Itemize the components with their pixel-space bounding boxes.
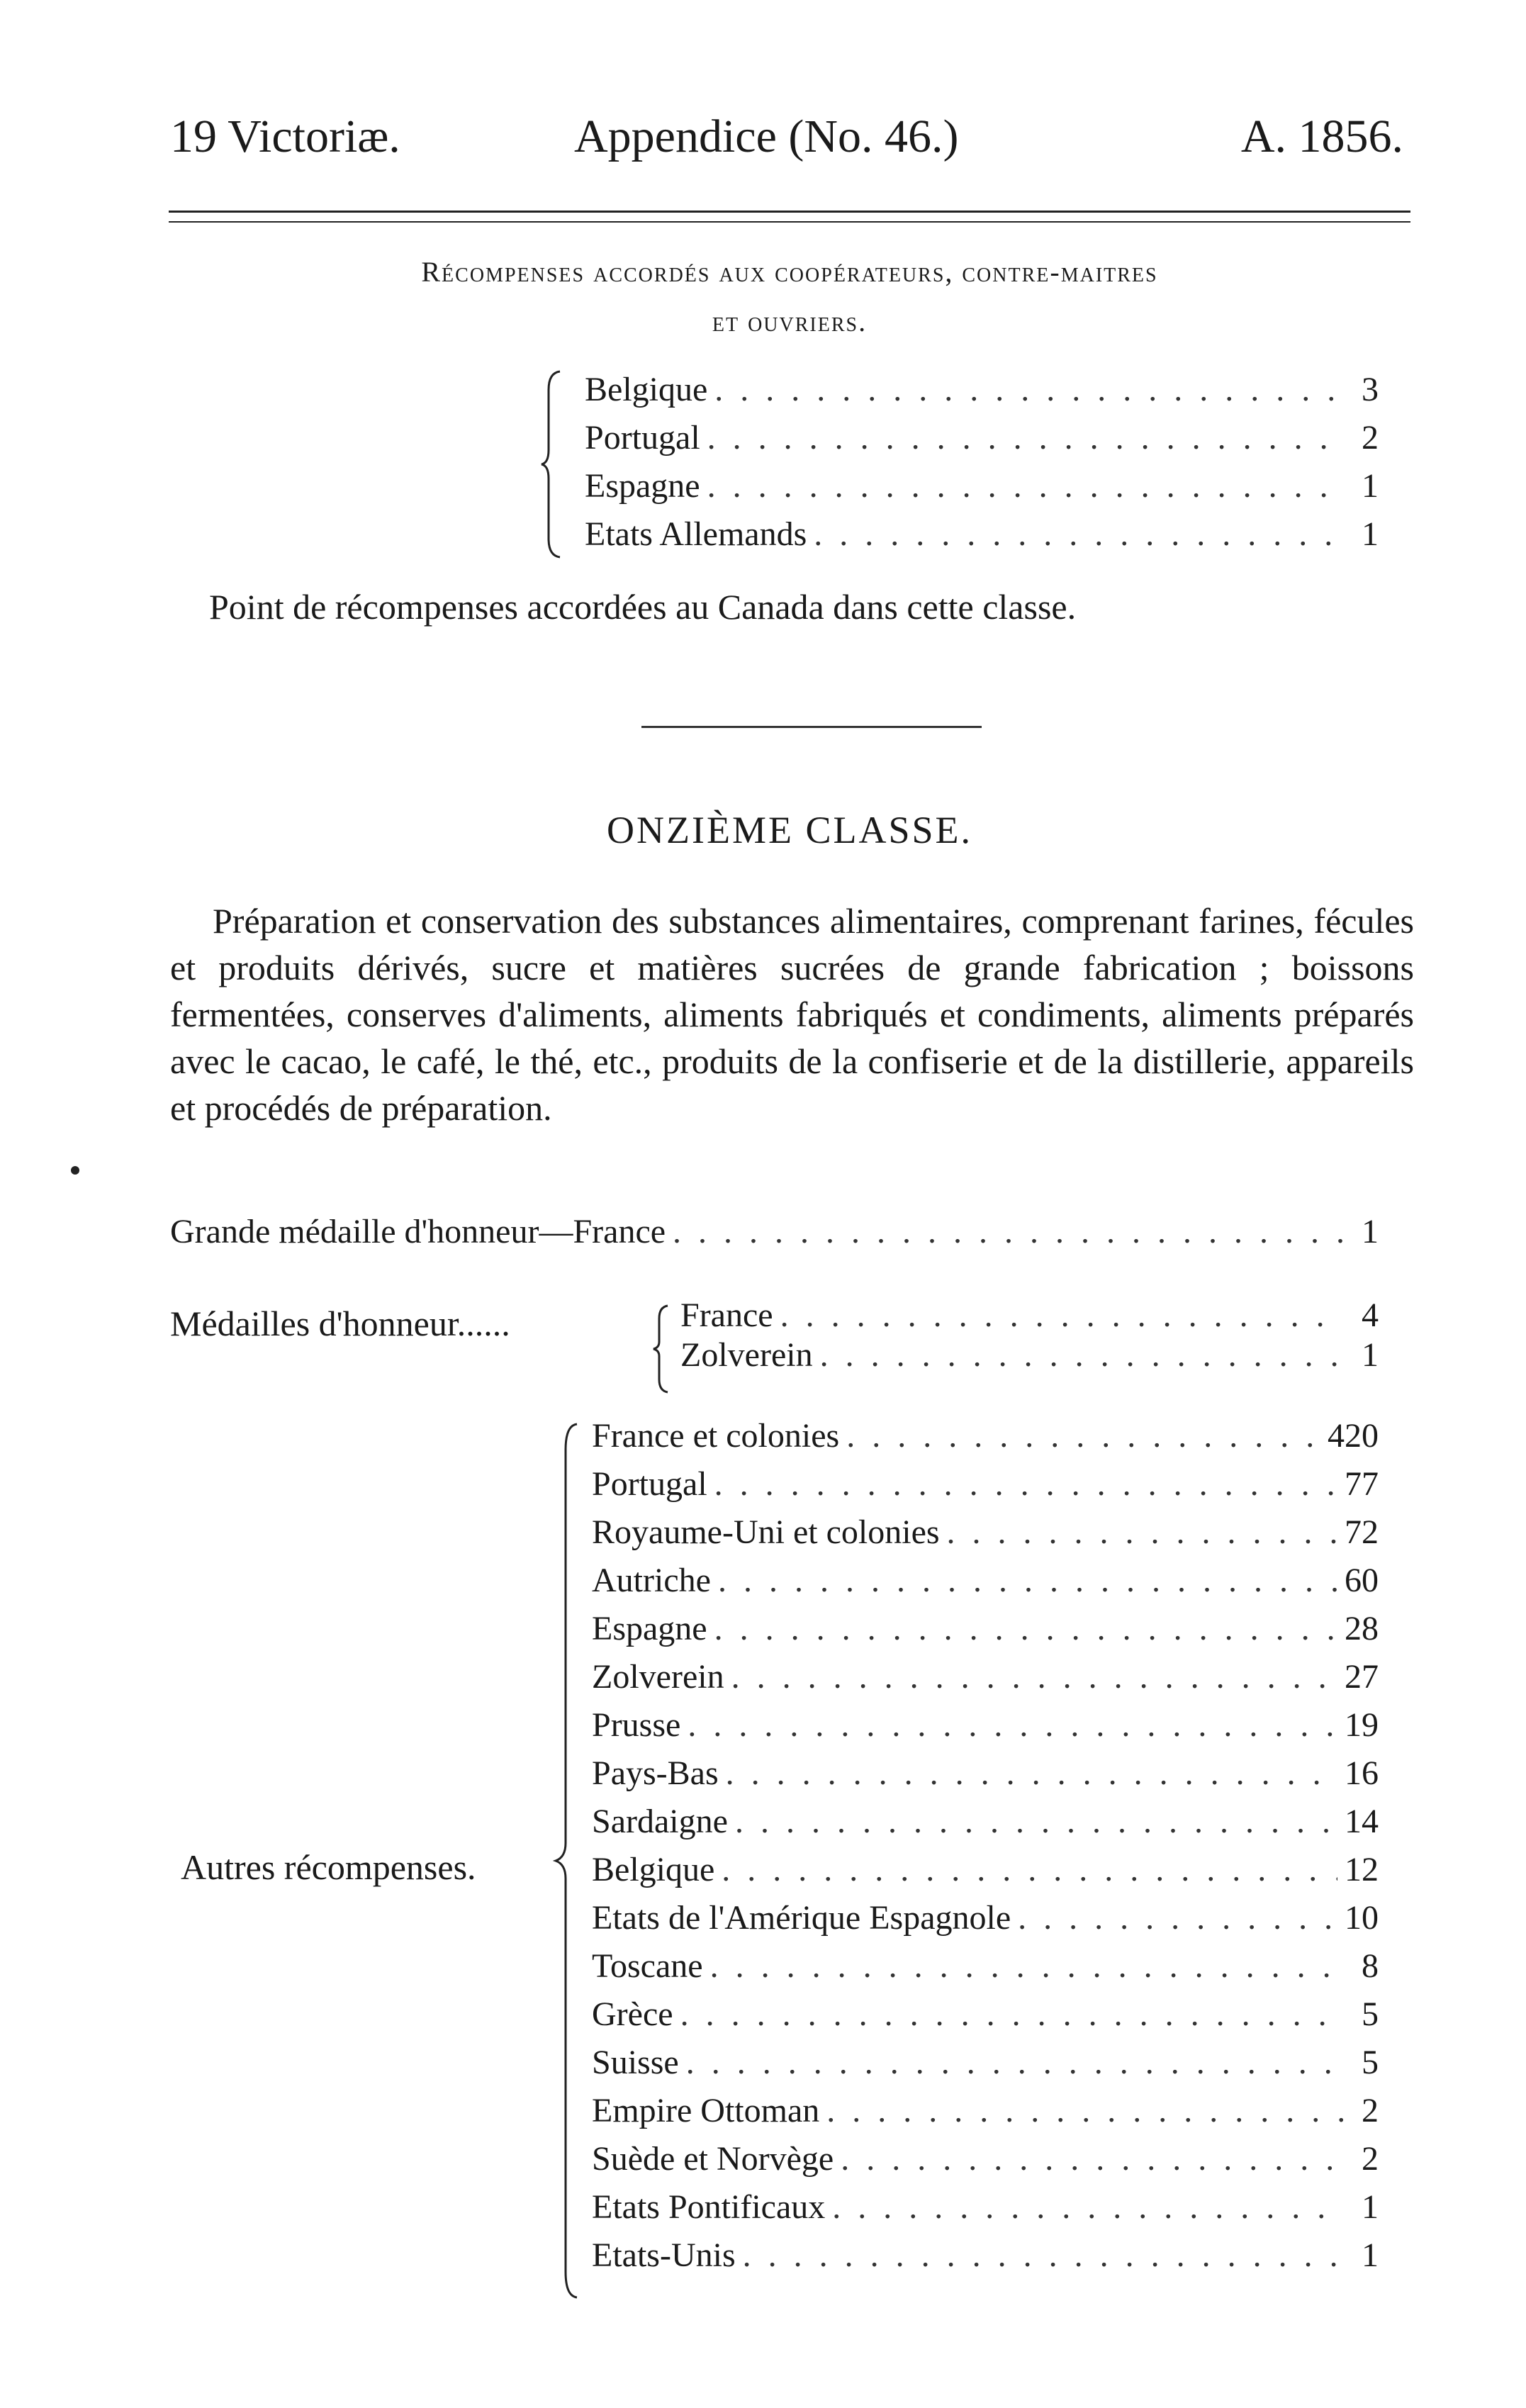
list-item-value: 27 [1345,1658,1379,1696]
list-item-value: 77 [1345,1465,1379,1503]
list-item [592,2091,1379,2137]
list-item-label: Zolverein [680,1336,813,1374]
list-item-value: 1 [1362,2236,1379,2274]
list-item-label: Espagne [592,1610,707,1647]
list-item-label: Zolverein [592,1658,724,1696]
list-item [592,1995,1379,2040]
list-item-label: Etats Allemands [585,515,807,553]
list-item-label: Portugal [585,419,700,457]
list-item-label: Empire Ottoman [592,2092,820,2129]
list-item-label: Pays-Bas [592,1754,719,1792]
class-description [170,897,1414,1131]
list-item-value: 1 [1362,467,1379,505]
list-item-label: Prusse [592,1706,681,1744]
list-item-label: Autriche [592,1562,711,1599]
list-item [592,2043,1379,2088]
running-header [163,110,1410,167]
leader-dots [726,1754,1337,1793]
list-item-value: 2 [1362,2140,1379,2178]
leader-dots [814,515,1343,554]
medailles-brace [651,1303,672,1397]
list-item-value: 60 [1345,1562,1379,1599]
list-item [592,1850,1379,1895]
list-item-value: 8 [1362,1947,1379,1985]
list-item-value: 16 [1345,1754,1379,1792]
leader-dots [680,1995,1343,2034]
list-item-value: 5 [1362,1995,1379,2033]
list-item-value: 2 [1362,2092,1379,2129]
leader-dots [686,2043,1343,2082]
leader-dots [722,1850,1337,1889]
list-item [592,2139,1379,2185]
list-item-label: Portugal [592,1465,707,1503]
list-item [592,1561,1379,1606]
curly-brace-icon [651,1303,672,1395]
leader-dots [735,1802,1337,1841]
grande-medaille-value: 1 [1362,1213,1379,1250]
list-item [592,1802,1379,1847]
header-year: A. 1856. [1240,111,1403,162]
list-item-value: 5 [1362,2044,1379,2081]
list-item [680,1296,1379,1341]
list-item [592,1513,1379,1558]
list-item-label: Espagne [585,467,700,505]
list-item-label: Royaume-Uni et colonies [592,1513,940,1551]
leader-dots [820,1335,1343,1374]
list-item-label: Etats-Unis [592,2236,736,2274]
list-item [680,1335,1379,1381]
leader-dots [780,1296,1343,1335]
list-item-label: Sardaigne [592,1803,728,1840]
leader-dots [707,418,1343,457]
grande-medaille-row [170,1212,1379,1258]
leader-dots [707,466,1343,505]
list-item [585,466,1379,512]
leader-dots [731,1657,1337,1696]
list-item-label: France [680,1297,773,1334]
list-item-value: 14 [1345,1803,1379,1840]
header-double-rule [169,211,1410,223]
list-item-label: Suisse [592,2044,679,2081]
list-item-value: 1 [1362,2188,1379,2226]
list-item-value: 12 [1345,1851,1379,1888]
medailles-label: Médailles d'honneur...... [170,1304,510,1343]
leader-dots [714,1465,1337,1503]
list-item [592,1898,1379,1944]
autres-label: Autres récompenses. [181,1847,476,1887]
class-title: ONZIÈME CLASSE. [607,809,972,851]
list-item-label: Etats de l'Amérique Espagnole [592,1899,1011,1937]
cooperateurs-title-line1: Récompenses accordés aux coopérateurs, contre-maitres [421,256,1158,288]
list-item-value: 2 [1362,419,1379,457]
leader-dots [832,2188,1343,2227]
class-description-text: Préparation et conservation des substances alimentaires, comprenant farines, fécules et produits dérivés, sucre et matières sucrées de grande fabrication ; boissons fermentées, conserves d'aliments, aliments fabriqués et condiments, aliments préparés avec le cacao, le café, le thé, etc., produits de la confiserie et de la distillerie, appareils et procédés de préparation. [170,901,1414,1128]
list-item [585,515,1379,560]
leader-dots [826,2091,1343,2130]
list-item-value: 72 [1345,1513,1379,1551]
list-item [592,1609,1379,1654]
section-divider [641,726,982,728]
leader-dots [718,1561,1337,1600]
list-item-label: Etats Pontificaux [592,2188,826,2226]
list-item-value: 3 [1362,371,1379,408]
leader-dots [714,370,1343,409]
list-item [592,1416,1379,1462]
curly-brace-icon [553,1421,581,2300]
list-item [592,1706,1379,1751]
list-item-label: Grèce [592,1995,673,2033]
list-item [592,1465,1379,1510]
list-item-value: 1 [1362,1336,1379,1374]
autres-brace [553,1421,581,2302]
list-item-value: 1 [1362,515,1379,553]
cooperateurs-title-line2: et ouvriers. [712,306,868,337]
leader-dots [710,1947,1343,1986]
list-item-label: Belgique [585,371,708,408]
list-item-value: 420 [1328,1417,1379,1455]
list-item [585,418,1379,464]
leader-dots [743,2236,1343,2275]
cooperateurs-brace [539,369,567,562]
list-item-value: 19 [1345,1706,1379,1744]
list-item [592,1657,1379,1703]
margin-mark [71,1166,79,1175]
list-item [592,2236,1379,2281]
canada-note: Point de récompenses accordées au Canada dans cette classe. [209,587,1077,627]
header-session: 19 Victoriæ. [170,111,400,162]
leader-dots [841,2139,1343,2178]
list-item [592,1754,1379,1799]
list-item-label: Belgique [592,1851,715,1888]
list-item-label: Toscane [592,1947,703,1985]
list-item-label: Suède et Norvège [592,2140,834,2178]
list-item [585,370,1379,415]
list-item-value: 4 [1362,1297,1379,1334]
list-item-value: 28 [1345,1610,1379,1647]
leader-dots [1018,1898,1337,1937]
leader-dots [846,1416,1320,1455]
leader-dots [688,1706,1337,1745]
leader-dots [947,1513,1337,1552]
leader-dots [673,1212,1343,1251]
header-appendix: Appendice (No. 46.) [574,111,959,162]
list-item-label: France et colonies [592,1417,840,1455]
grande-medaille-label: Grande médaille d'honneur—France [170,1213,666,1250]
list-item [592,2188,1379,2233]
list-item-value: 10 [1345,1899,1379,1937]
list-item [592,1947,1379,1992]
leader-dots [714,1609,1337,1648]
curly-brace-icon [539,369,567,560]
